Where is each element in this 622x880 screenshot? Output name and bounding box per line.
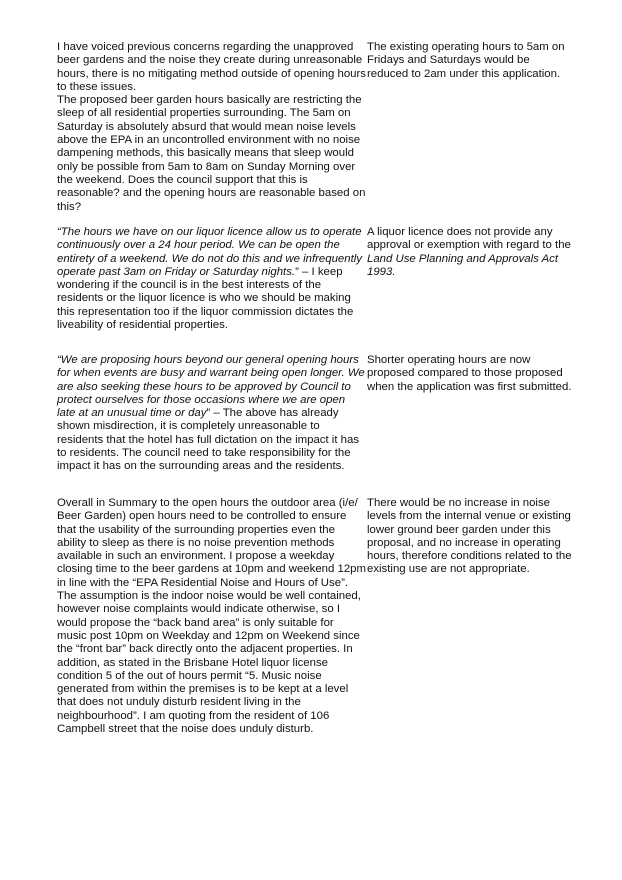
concern-paragraph: Overall in Summary to the open hours the outdoor area (i/e/ Beer Garden) open hours need to be controlled to ensure that the usability of the surrounding properties even the ability to sleep as there is no noise prevention methods available in such an environment. I propose a weekday closing time to the beer gardens at 10pm and weekend 12pm in line with the “EPA Residential Noise and Hours of Use”. The assumption is the indoor noise would be well contained, however noise complaints would indicate otherwise, so I would propose the “back band area” is only suitable for music post 10pm on Weekday and 12pm on Weekend since the “front bar” back directly onto the adjacent properties. In addition, as stated in the Brisbane Hotel liquor license condition 5 of the out of hours permit “5. Music noise generated from within the premises is to be kept at a level that does not unduly disturb resident living in the neighbourhood”. I am quoting from the resident of 106 Campbell street that the noise does unduly disturb. (57, 497, 367, 736)
concern-text-2 (57, 226, 366, 332)
concern-paragraph (57, 354, 366, 474)
submission-row-3 (57, 354, 577, 474)
response-paragraph (367, 226, 573, 279)
concern-comment: ” – I keep wondering if the council is in the best interests of the residents or the liquor licence is who we should be making this representation too if the liquor commission dictates the liveability of residential properties. (57, 265, 354, 332)
submission-row-2 (57, 226, 577, 332)
response-text-1 (367, 41, 573, 81)
submission-row-4 (57, 497, 577, 736)
concern-text-1 (57, 41, 366, 214)
quoted-text: “The hours we have on our liquor licence allow us to operate continuously over a 24 hour period. We can be open the entirety of a weekend. We do not do this and we infrequently operate past 3am on Friday or Saturday nights. (57, 226, 362, 278)
submission-row-1 (57, 41, 577, 214)
response-paragraph: The existing operating hours to 5am on Fridays and Saturdays would be reduced to 2am under this application. (367, 41, 565, 80)
quoted-text: “We are proposing hours beyond our general opening hours for when events are busy and warrant being open longer. We are also seeking these hours to be approved by Council to protect ourselves for those occasions where we are open late at an unusual time or day (57, 354, 365, 420)
concern-paragraph: I have voiced previous concerns regarding the unapproved beer gardens and the noise they create during unreasonable hours, there is no mitigating method outside of opening hours to these issues. (57, 41, 367, 93)
concern-text-3 (57, 354, 366, 474)
concern-paragraph (57, 226, 366, 332)
response-text-2 (367, 226, 573, 279)
act-title: Land Use Planning and Approvals Act 1993. (367, 252, 559, 278)
concern-comment: ” – The above has already shown misdirection, it is completely unreasonable to residents that the hotel has full dictation on the impact it has to residents. The council need to take responsibility for the impact it has on the surrounding areas and the residents. (57, 407, 360, 473)
response-plain: A liquor licence does not provide any approval or exemption with regard to the (367, 226, 571, 252)
concern-paragraph: The proposed beer garden hours basically are restricting the sleep of all residential properties surrounding. The 5am on Saturday is absolutely absurd that would mean noise levels above the EPA in an uncontrolled environment with no noise dampening methods, this basically means that sleep would only be possible from 5am to 8am on Sunday Morning over the weekend. Does the council support that this is reasonable? and the opening hours are reasonable based on this? (57, 94, 366, 213)
response-paragraph: There would be no increase in noise levels from the internal venue or existing lower ground beer garden under this proposal, and no increase in operating hours, therefore conditions related to the existing use are not appropriate. (367, 497, 572, 576)
response-text-3 (367, 354, 573, 394)
response-text-4 (367, 497, 573, 577)
concern-text-4 (57, 497, 366, 736)
response-paragraph: Shorter operating hours are now proposed compared to those proposed when the application was first submitted. (367, 354, 572, 393)
